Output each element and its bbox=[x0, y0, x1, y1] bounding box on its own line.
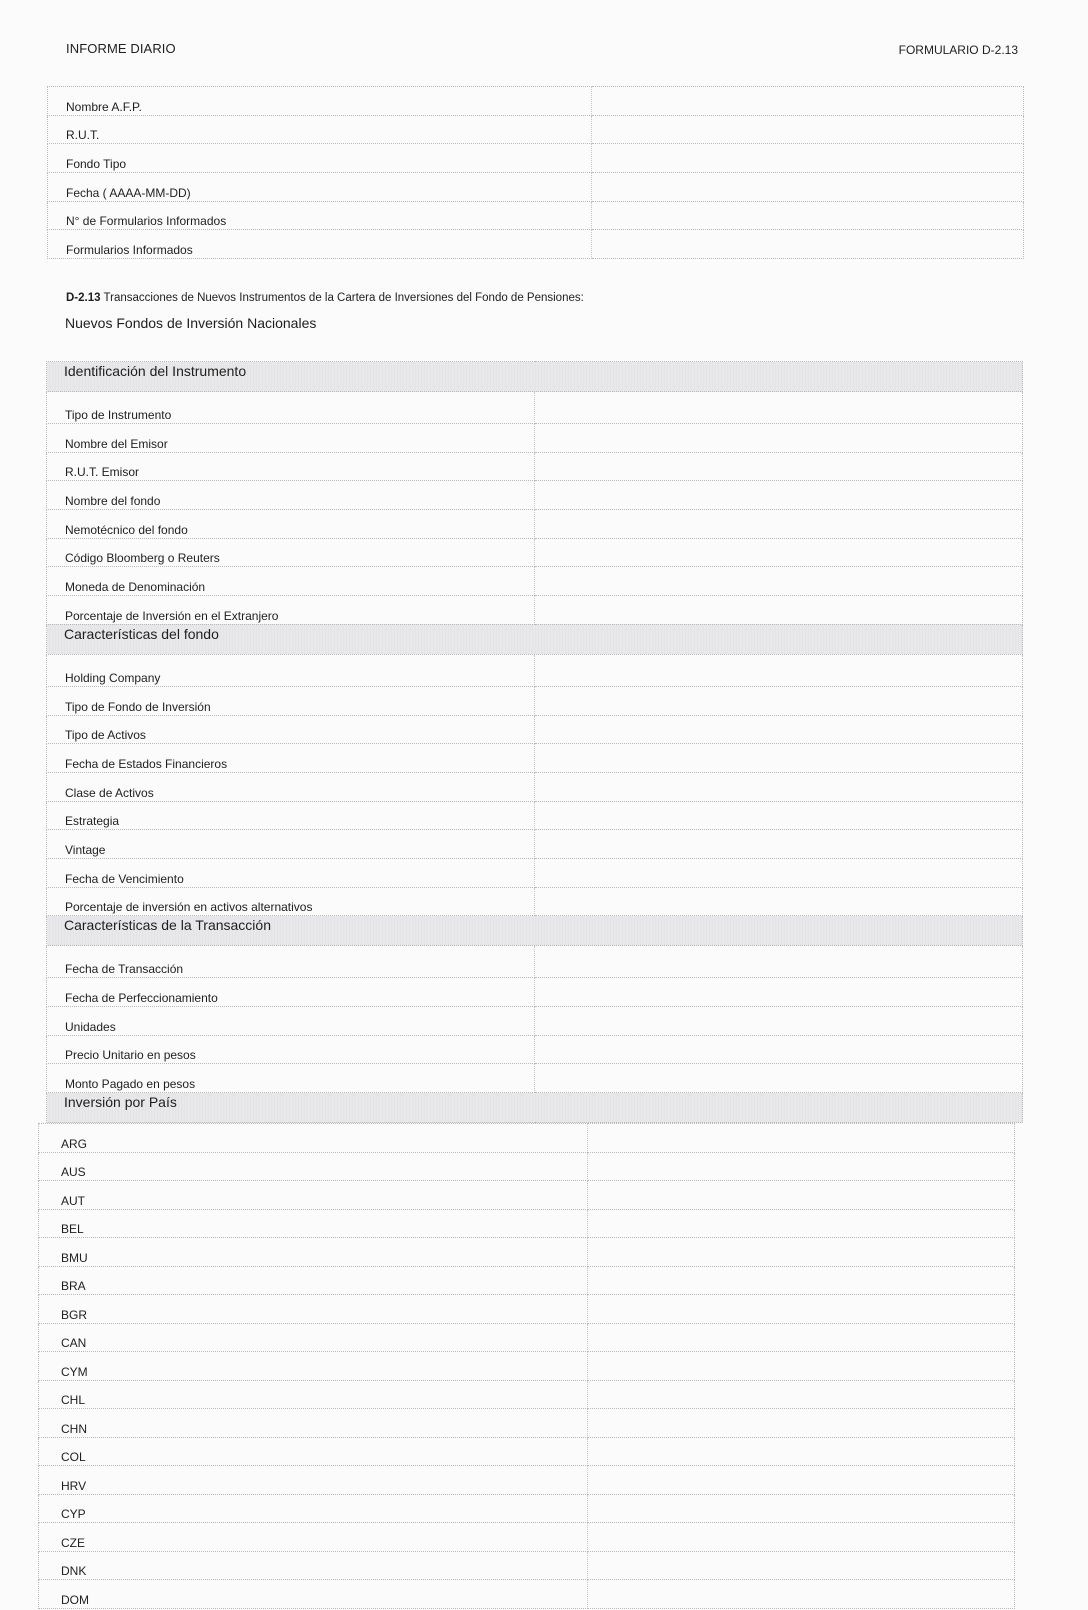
field-value[interactable] bbox=[535, 654, 1023, 686]
field-value[interactable] bbox=[588, 1238, 1015, 1267]
country-row bbox=[39, 1323, 1015, 1352]
field-value[interactable] bbox=[535, 978, 1023, 1007]
table-row bbox=[47, 392, 1023, 424]
table-row bbox=[47, 481, 1023, 510]
form-heading: Nuevos Fondos de Inversión Nacionales bbox=[65, 315, 317, 331]
field-value[interactable] bbox=[592, 230, 1024, 259]
country-row bbox=[39, 1409, 1015, 1438]
country-row bbox=[39, 1124, 1015, 1153]
field-value[interactable] bbox=[588, 1551, 1015, 1580]
field-label: Unidades bbox=[47, 1007, 535, 1036]
field-label: AUS bbox=[39, 1152, 588, 1181]
table-row bbox=[47, 452, 1023, 481]
field-label: BEL bbox=[39, 1209, 588, 1238]
section-title: Características de la Transacción bbox=[47, 916, 1023, 946]
field-label: Holding Company bbox=[47, 654, 535, 686]
field-value[interactable] bbox=[592, 87, 1024, 116]
table-row bbox=[47, 772, 1023, 801]
country-row bbox=[39, 1238, 1015, 1267]
table-row bbox=[47, 1035, 1023, 1064]
table-row bbox=[47, 654, 1023, 686]
section-title: Características del fondo bbox=[47, 624, 1023, 654]
country-row bbox=[39, 1466, 1015, 1495]
field-label: Fecha de Estados Financieros bbox=[47, 744, 535, 773]
country-row bbox=[39, 1295, 1015, 1324]
section-header bbox=[47, 916, 1023, 946]
field-label: Monto Pagado en pesos bbox=[47, 1064, 535, 1093]
field-value[interactable] bbox=[588, 1352, 1015, 1381]
field-value[interactable] bbox=[535, 1035, 1023, 1064]
field-label: Nombre del fondo bbox=[47, 481, 535, 510]
instrument-details-table bbox=[46, 361, 1023, 1123]
section-title: Inversión por País bbox=[47, 1093, 1023, 1123]
table-row bbox=[47, 596, 1023, 625]
field-label: AUT bbox=[39, 1181, 588, 1210]
field-label: CZE bbox=[39, 1523, 588, 1552]
field-value[interactable] bbox=[535, 946, 1023, 978]
field-value[interactable] bbox=[535, 858, 1023, 887]
table-row bbox=[47, 538, 1023, 567]
field-label: Estrategia bbox=[47, 801, 535, 830]
field-label: Fondo Tipo bbox=[48, 144, 592, 173]
field-label: BMU bbox=[39, 1238, 588, 1267]
field-value[interactable] bbox=[535, 686, 1023, 715]
field-value[interactable] bbox=[588, 1523, 1015, 1552]
table-row bbox=[47, 744, 1023, 773]
field-label: BRA bbox=[39, 1266, 588, 1295]
field-label: Código Bloomberg o Reuters bbox=[47, 538, 535, 567]
field-label: Moneda de Denominación bbox=[47, 567, 535, 596]
field-label: Tipo de Instrumento bbox=[47, 392, 535, 424]
table-row bbox=[48, 173, 1024, 202]
country-row bbox=[39, 1523, 1015, 1552]
table-row bbox=[48, 201, 1024, 230]
field-value[interactable] bbox=[588, 1466, 1015, 1495]
table-row bbox=[47, 887, 1023, 916]
field-value[interactable] bbox=[592, 115, 1024, 144]
field-label: Fecha de Transacción bbox=[47, 946, 535, 978]
table-row bbox=[47, 978, 1023, 1007]
field-value[interactable] bbox=[535, 538, 1023, 567]
field-label: Fecha de Perfeccionamiento bbox=[47, 978, 535, 1007]
field-value[interactable] bbox=[535, 744, 1023, 773]
field-value[interactable] bbox=[535, 887, 1023, 916]
field-label: BGR bbox=[39, 1295, 588, 1324]
section-header bbox=[47, 1093, 1023, 1123]
table-row bbox=[47, 946, 1023, 978]
field-label: Tipo de Fondo de Inversión bbox=[47, 686, 535, 715]
field-label: Clase de Activos bbox=[47, 772, 535, 801]
field-value[interactable] bbox=[535, 1007, 1023, 1036]
field-label: R.U.T. bbox=[48, 115, 592, 144]
fund-identification-table bbox=[47, 86, 1024, 259]
field-value[interactable] bbox=[535, 392, 1023, 424]
field-value[interactable] bbox=[535, 830, 1023, 859]
country-row bbox=[39, 1551, 1015, 1580]
field-label: Vintage bbox=[47, 830, 535, 859]
field-value[interactable] bbox=[588, 1266, 1015, 1295]
field-value[interactable] bbox=[588, 1209, 1015, 1238]
field-value[interactable] bbox=[535, 567, 1023, 596]
report-title: INFORME DIARIO bbox=[66, 41, 176, 56]
table-row bbox=[48, 87, 1024, 116]
field-label: CYP bbox=[39, 1494, 588, 1523]
field-value[interactable] bbox=[588, 1494, 1015, 1523]
field-value[interactable] bbox=[588, 1409, 1015, 1438]
section-header bbox=[47, 362, 1023, 392]
field-value[interactable] bbox=[535, 452, 1023, 481]
field-value[interactable] bbox=[592, 144, 1024, 173]
field-value[interactable] bbox=[535, 801, 1023, 830]
form-description-text: Transacciones de Nuevos Instrumentos de la Cartera de Inversiones del Fondo de Pensiones: bbox=[103, 292, 584, 304]
field-label: Precio Unitario en pesos bbox=[47, 1035, 535, 1064]
field-value[interactable] bbox=[535, 772, 1023, 801]
field-label: R.U.T. Emisor bbox=[47, 452, 535, 481]
table-row bbox=[47, 510, 1023, 539]
field-label: Nombre A.F.P. bbox=[48, 87, 592, 116]
field-label: CHL bbox=[39, 1380, 588, 1409]
field-label: DOM bbox=[39, 1580, 588, 1609]
country-row bbox=[39, 1580, 1015, 1609]
table-row bbox=[47, 801, 1023, 830]
field-value[interactable] bbox=[588, 1152, 1015, 1181]
table-row bbox=[47, 1064, 1023, 1093]
field-label: Fecha ( AAAA-MM-DD) bbox=[48, 173, 592, 202]
field-value[interactable] bbox=[535, 424, 1023, 453]
country-row bbox=[39, 1352, 1015, 1381]
country-investment-table bbox=[38, 1123, 1015, 1609]
table-row bbox=[47, 715, 1023, 744]
field-value[interactable] bbox=[592, 201, 1024, 230]
field-label: Porcentaje de inversión en activos alternativos bbox=[47, 887, 535, 916]
field-value[interactable] bbox=[535, 481, 1023, 510]
field-label: CAN bbox=[39, 1323, 588, 1352]
table-row bbox=[48, 230, 1024, 259]
field-value[interactable] bbox=[588, 1580, 1015, 1609]
country-row bbox=[39, 1209, 1015, 1238]
field-label: HRV bbox=[39, 1466, 588, 1495]
field-value[interactable] bbox=[535, 510, 1023, 539]
table-row bbox=[47, 686, 1023, 715]
country-row bbox=[39, 1152, 1015, 1181]
field-label: Nombre del Emisor bbox=[47, 424, 535, 453]
country-row bbox=[39, 1181, 1015, 1210]
field-label: Porcentaje de Inversión en el Extranjero bbox=[47, 596, 535, 625]
field-value[interactable] bbox=[588, 1437, 1015, 1466]
table-row bbox=[48, 115, 1024, 144]
country-row bbox=[39, 1266, 1015, 1295]
section-title: Identificación del Instrumento bbox=[47, 362, 1023, 392]
field-label: Formularios Informados bbox=[48, 230, 592, 259]
form-description-code: D-2.13 bbox=[66, 292, 101, 304]
field-value[interactable] bbox=[588, 1380, 1015, 1409]
field-value[interactable] bbox=[588, 1181, 1015, 1210]
field-label: Tipo de Activos bbox=[47, 715, 535, 744]
table-row bbox=[47, 424, 1023, 453]
field-value[interactable] bbox=[588, 1295, 1015, 1324]
table-row bbox=[47, 1007, 1023, 1036]
field-value[interactable] bbox=[535, 715, 1023, 744]
field-value[interactable] bbox=[592, 173, 1024, 202]
field-value[interactable] bbox=[588, 1124, 1015, 1153]
field-label: CYM bbox=[39, 1352, 588, 1381]
table-row bbox=[47, 567, 1023, 596]
section-header bbox=[47, 624, 1023, 654]
form-code: FORMULARIO D-2.13 bbox=[898, 43, 1018, 57]
table-row bbox=[48, 144, 1024, 173]
country-row bbox=[39, 1437, 1015, 1466]
field-label: ARG bbox=[39, 1124, 588, 1153]
table-row bbox=[47, 858, 1023, 887]
field-label: N° de Formularios Informados bbox=[48, 201, 592, 230]
field-value[interactable] bbox=[535, 596, 1023, 625]
table-row bbox=[47, 830, 1023, 859]
field-value[interactable] bbox=[588, 1323, 1015, 1352]
field-label: Nemotécnico del fondo bbox=[47, 510, 535, 539]
form-description bbox=[66, 292, 584, 304]
country-row bbox=[39, 1494, 1015, 1523]
field-label: COL bbox=[39, 1437, 588, 1466]
field-label: CHN bbox=[39, 1409, 588, 1438]
field-label: DNK bbox=[39, 1551, 588, 1580]
field-label: Fecha de Vencimiento bbox=[47, 858, 535, 887]
field-value[interactable] bbox=[535, 1064, 1023, 1093]
country-row bbox=[39, 1380, 1015, 1409]
